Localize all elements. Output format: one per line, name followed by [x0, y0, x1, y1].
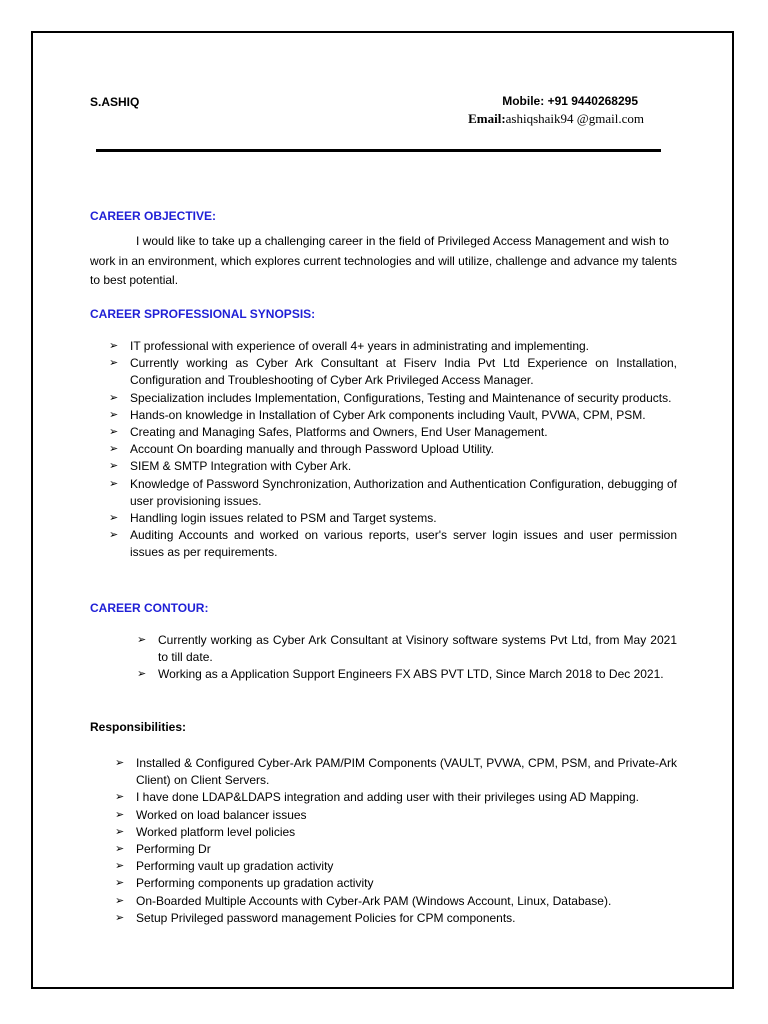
- list-item: [109, 527, 677, 561]
- arrow-bullet-icon: ➢: [137, 634, 147, 646]
- list-item: [137, 632, 677, 666]
- arrow-bullet-icon: ➢: [115, 894, 125, 907]
- arrow-bullet-icon: ➢: [115, 808, 125, 821]
- candidate-name: S.ASHIQ: [90, 95, 140, 109]
- list-item: [115, 875, 677, 892]
- arrow-bullet-icon: ➢: [115, 757, 125, 769]
- arrow-bullet-icon: ➢: [115, 860, 125, 873]
- list-item-text: Currently working as Cyber Ark Consultant at Fiserv India Pvt Ltd Experience on Installation, Configuration and Troubleshooting of Cyber Ark Privileged Access Manager.: [130, 356, 677, 388]
- list-item: [115, 893, 677, 910]
- list-item-text: I have done LDAP&LDAPS integration and adding user with their privileges using AD Mapping.: [136, 790, 639, 805]
- synopsis-list: [109, 338, 677, 562]
- list-item-text: SIEM & SMTP Integration with Cyber Ark.: [130, 459, 352, 474]
- arrow-bullet-icon: ➢: [115, 911, 125, 924]
- arrow-bullet-icon: ➢: [109, 477, 119, 490]
- arrow-bullet-icon: ➢: [115, 843, 125, 856]
- arrow-bullet-icon: ➢: [109, 391, 119, 404]
- list-item-text: Creating and Managing Safes, Platforms and Owners, End User Management.: [130, 425, 548, 440]
- list-item: [109, 476, 677, 510]
- arrow-bullet-icon: ➢: [109, 443, 119, 456]
- list-item: [115, 910, 677, 927]
- arrow-bullet-icon: ➢: [109, 529, 119, 542]
- header-divider: [96, 149, 661, 152]
- arrow-bullet-icon: ➢: [109, 512, 119, 525]
- arrow-bullet-icon: ➢: [109, 340, 119, 352]
- list-item-text: Auditing Accounts and worked on various reports, user's server login issues and user permission issues as per requirements.: [130, 528, 677, 560]
- list-item: [109, 407, 677, 424]
- list-item-text: Hands-on knowledge in Installation of Cyber Ark components including Vault, PVWA, CPM, PSM.: [130, 407, 646, 422]
- list-item: [109, 441, 677, 458]
- list-item: [109, 338, 677, 355]
- email-value: ashiqshaik94 @gmail.com: [505, 111, 644, 126]
- list-item: [109, 390, 677, 407]
- arrow-bullet-icon: ➢: [115, 877, 125, 890]
- list-item-text: Knowledge of Password Synchronization, Authorization and Authentication Configuration, debugging of user provisioning issues.: [130, 476, 677, 508]
- email-label: Email:: [468, 111, 506, 126]
- arrow-bullet-icon: ➢: [109, 408, 119, 421]
- list-item: [109, 510, 677, 527]
- list-item-text: Worked platform level policies: [136, 824, 296, 839]
- email-address: [468, 111, 644, 127]
- list-item-text: IT professional with experience of overall 4+ years in administrating and implementing.: [130, 339, 590, 353]
- list-item: [109, 355, 677, 389]
- objective-heading: CAREER OBJECTIVE:: [90, 209, 217, 223]
- responsibilities-heading: Responsibilities:: [90, 720, 187, 734]
- contour-list: [137, 632, 677, 684]
- arrow-bullet-icon: ➢: [109, 426, 119, 439]
- list-item-text: Working as a Application Support Engineers FX ABS PVT LTD, Since March 2018 to Dec 2021.: [158, 667, 664, 682]
- arrow-bullet-icon: ➢: [115, 825, 125, 838]
- list-item: [115, 841, 677, 858]
- list-item-text: Setup Privileged password management Policies for CPM components.: [136, 910, 516, 925]
- synopsis-heading: CAREER SPROFESSIONAL SYNOPSIS:: [90, 307, 316, 321]
- list-item-text: Currently working as Cyber Ark Consultant at Visinory software systems Pvt Ltd, from May 2021 to till date.: [158, 633, 677, 665]
- list-item: [115, 858, 677, 875]
- list-item-text: Worked on load balancer issues: [136, 807, 307, 822]
- list-item-text: Installed & Configured Cyber-Ark PAM/PIM Components (VAULT, PVWA, CPM, PSM, and Private-Ark Client) on Client Servers.: [136, 756, 677, 788]
- list-item: [115, 789, 677, 806]
- list-item-text: Account On boarding manually and through Password Upload Utility.: [130, 442, 494, 457]
- list-item: [115, 755, 677, 789]
- list-item-text: Performing vault up gradation activity: [136, 859, 334, 874]
- mobile-number: Mobile: +91 9440268295: [502, 94, 638, 108]
- objective-text: I would like to take up a challenging career in the field of Privileged Access Management and wish to work in an environment, which explores current technologies and will utilize, challenge and advance my talents to best potential.: [90, 234, 677, 287]
- list-item-text: Performing Dr: [136, 842, 211, 857]
- arrow-bullet-icon: ➢: [137, 668, 147, 681]
- list-item: [109, 424, 677, 441]
- list-item-text: Specialization includes Implementation, Configurations, Testing and Maintenance of security products.: [130, 390, 672, 405]
- list-item-text: Handling login issues related to PSM and Target systems.: [130, 511, 437, 526]
- list-item: [137, 666, 677, 683]
- list-item: [115, 807, 677, 824]
- responsibilities-list: [115, 755, 677, 927]
- contour-heading: CAREER CONTOUR:: [90, 601, 209, 615]
- arrow-bullet-icon: ➢: [115, 791, 125, 804]
- list-item-text: On-Boarded Multiple Accounts with Cyber-Ark PAM (Windows Account, Linux, Database).: [136, 893, 612, 908]
- arrow-bullet-icon: ➢: [109, 357, 119, 370]
- list-item: [115, 824, 677, 841]
- list-item-text: Performing components up gradation activity: [136, 876, 374, 891]
- list-item: [109, 458, 677, 475]
- arrow-bullet-icon: ➢: [109, 460, 119, 473]
